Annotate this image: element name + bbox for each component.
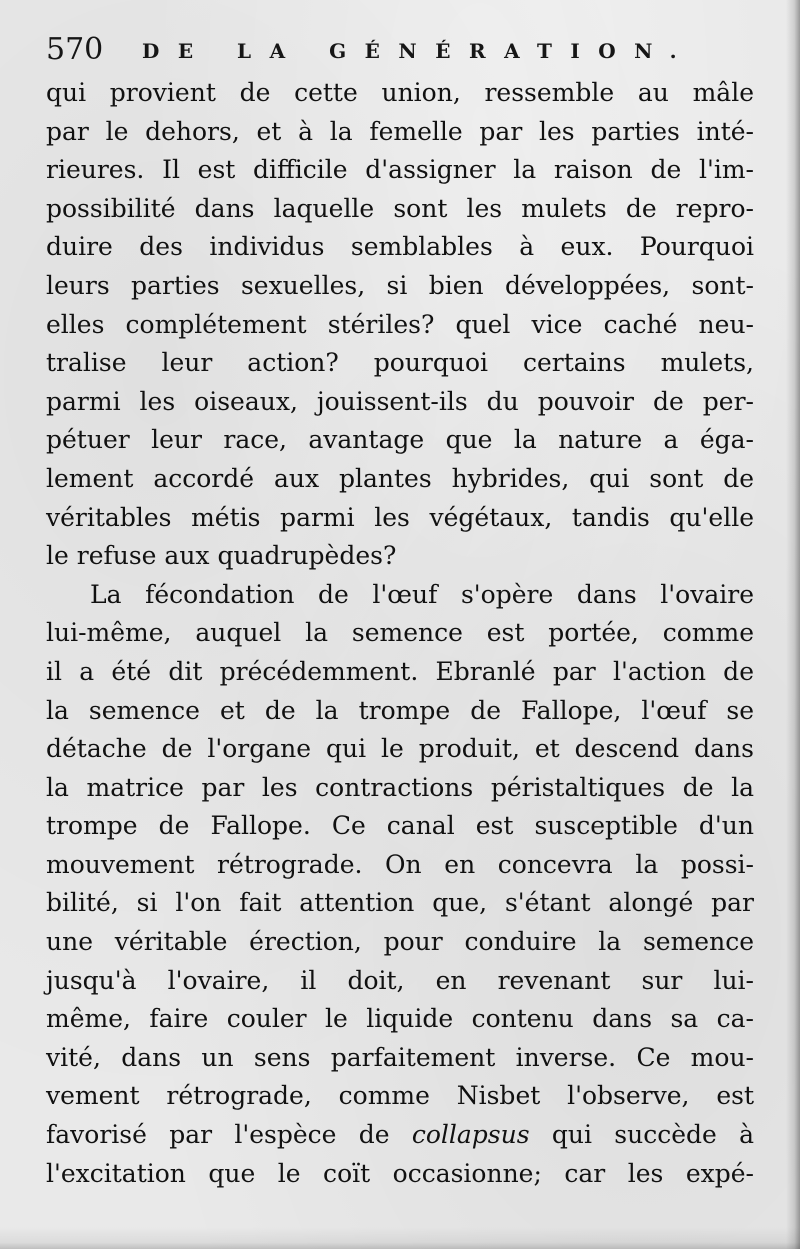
text-segment: favorisé par l'espèce de [46,1120,412,1150]
running-head [46,28,746,68]
text-line: par le dehors, et à la femelle par les parties inté- [46,116,754,146]
text-line: l'excitation que le coït occasionne; car les expé- [46,1158,754,1188]
text-line: pétuer leur race, avantage que la nature a éga- [46,425,754,455]
text-line: lement accordé aux plantes hybrides, qui sont de [46,463,754,493]
text-line: parmi les oiseaux, jouissent-ils du pouvoir de per- [46,386,754,416]
text-line: elles complétement stériles? quel vice caché neu- [46,309,754,339]
text-line: il a été dit précédemment. Ebranlé par l'action de [46,656,754,686]
text-line: la matrice par les contractions péristaltiques de la [46,772,754,802]
text-line: tralise leur action? pourquoi certains mulets, [46,348,754,378]
running-title: DE LA GÉNÉRATION. [142,39,696,63]
text-line: bilité, si l'on fait attention que, s'étant alongé par [46,888,754,918]
text-line: véritables métis parmi les végétaux, tandis qu'elle [46,502,754,532]
text-line: duire des individus semblables à eux. Pourquoi [46,232,754,262]
italic-term: collapsus [411,1120,530,1150]
text-line: possibilité dans laquelle sont les mulets de repro- [46,193,754,223]
text-line: une véritable érection, pour conduire la semence [46,927,754,957]
text-line: leurs parties sexuelles, si bien développées, sont- [46,270,754,300]
body-text [46,74,754,1193]
page-bottom-shadow [0,1227,800,1249]
text-line: mouvement rétrograde. On en concevra la possi- [46,849,754,879]
text-line: vité, dans un sens parfaitement inverse. Ce mou- [46,1042,754,1072]
text-segment: qui succède à [529,1120,755,1150]
text-line: vement rétrograde, comme Nisbet l'observe, est [46,1081,754,1111]
text-line: rieures. Il est difficile d'assigner la raison de l'im- [46,155,754,185]
text-line: même, faire couler le liquide contenu dans sa ca- [46,1004,754,1034]
text-line: trompe de Fallope. Ce canal est susceptible d'un [46,811,754,841]
page-edge-shadow [786,0,800,1249]
page-number: 570 [46,32,104,67]
text-line: lui-même, auquel la semence est portée, comme [46,618,754,648]
text-line-with-italic [46,1116,754,1155]
paragraph-end-line: le refuse aux quadrupèdes? [46,541,397,571]
text-line: qui provient de cette union, ressemble au mâle [46,78,754,107]
paragraph-start-line: La fécondation de l'œuf s'opère dans l'ovaire [90,579,754,609]
text-line: détache de l'organe qui le produit, et descend dans [46,734,754,764]
text-line: la semence et de la trompe de Fallope, l'œuf se [46,695,754,725]
text-line: jusqu'à l'ovaire, il doit, en revenant sur lui- [46,965,754,995]
